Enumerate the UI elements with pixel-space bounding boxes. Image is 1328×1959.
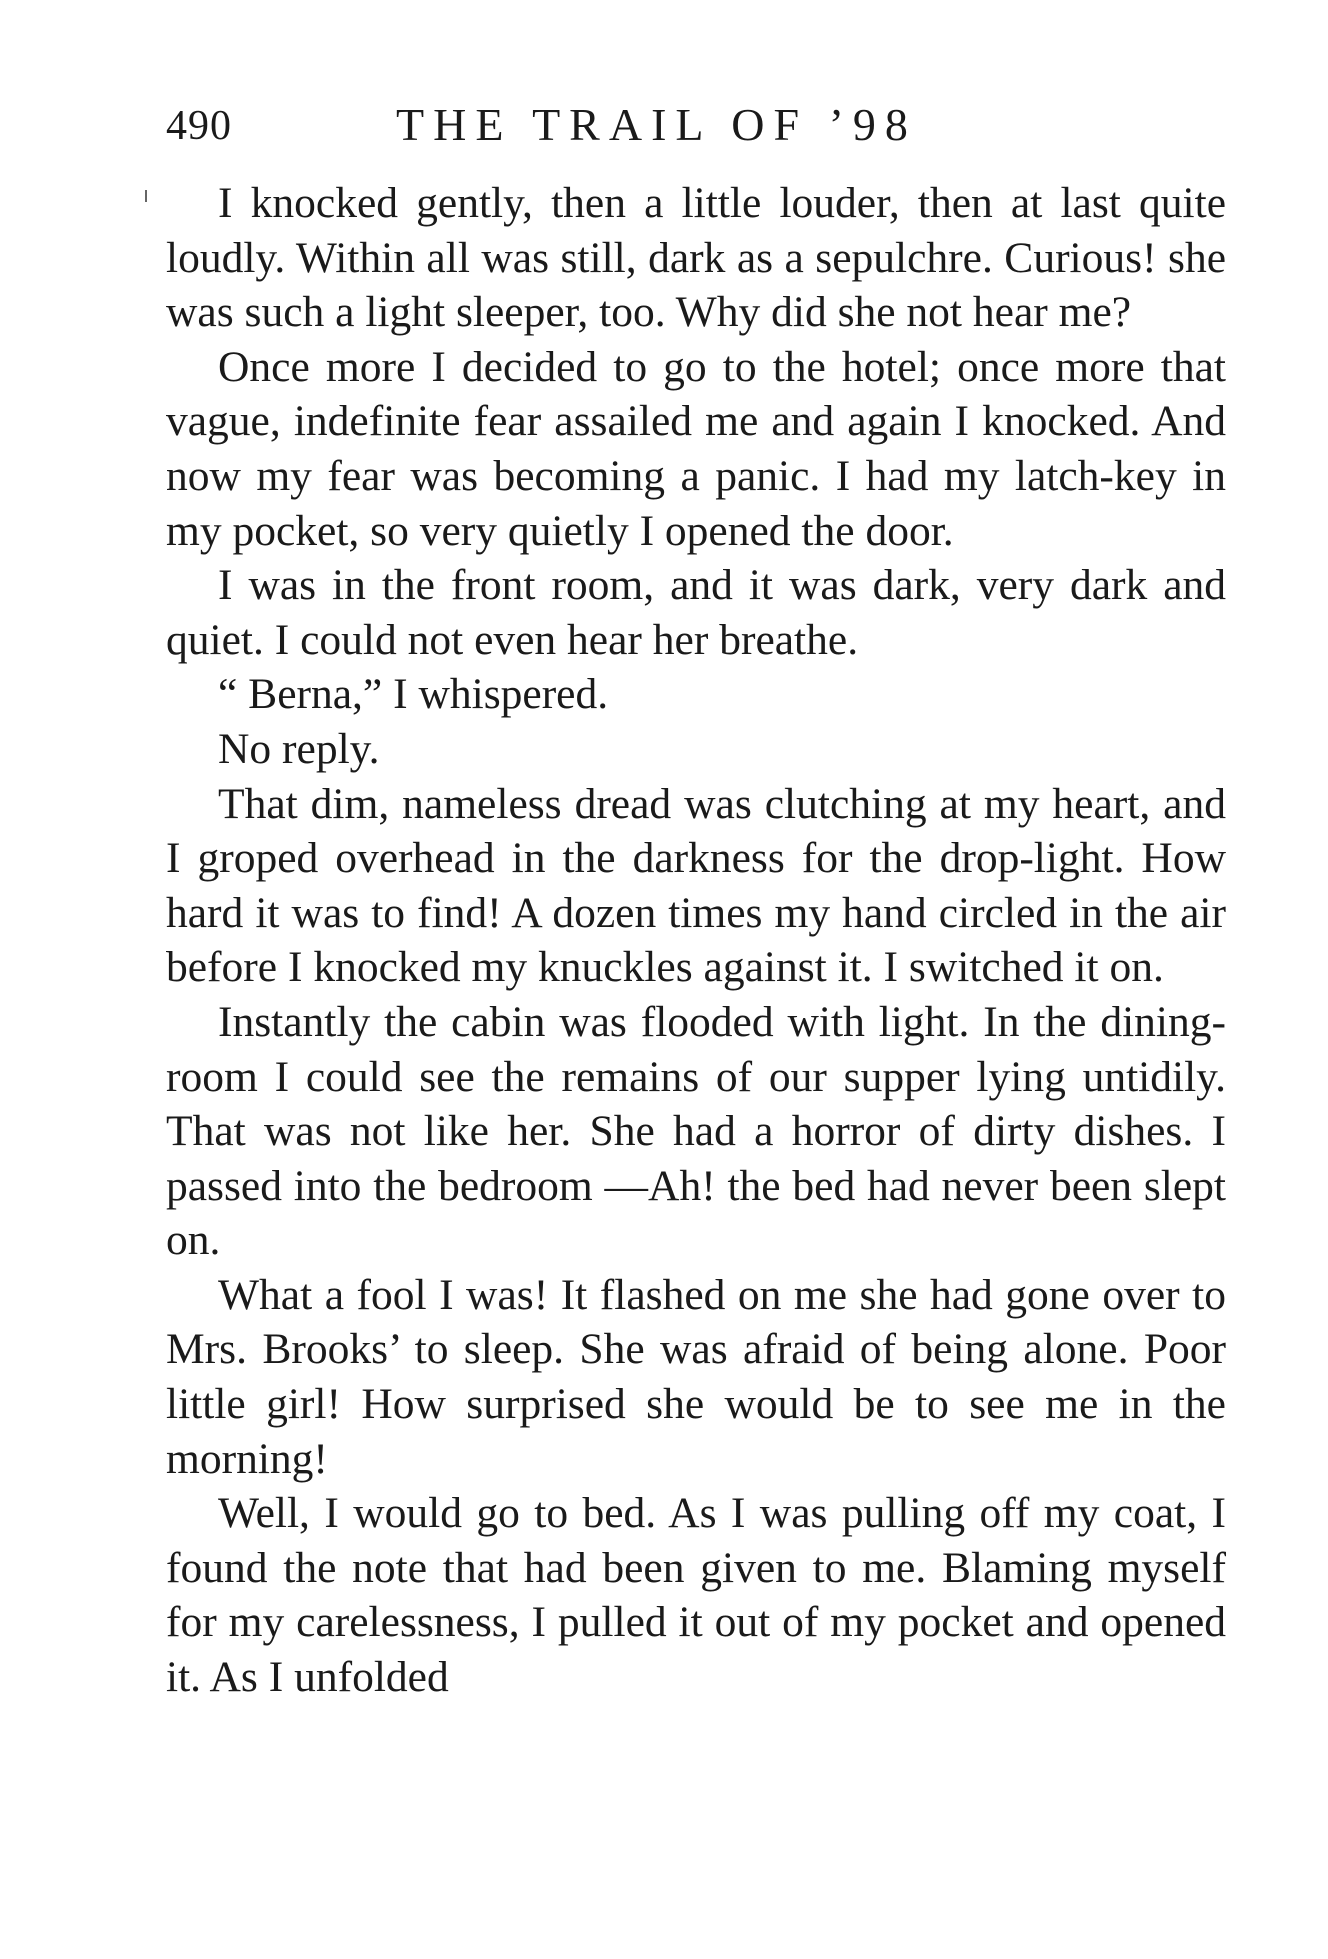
paragraph: I knocked gently, then a little louder, then at last quite loudly. Within all was still, dark as a sepulchre. Curious! she was such a light sleeper, too. Why did she not hear me? xyxy=(166,179,1226,337)
body-text xyxy=(166,176,1226,1705)
running-title: THE TRAIL OF ’98 xyxy=(396,99,917,150)
paragraph: I was in the front room, and it was dark, very dark and quiet. I could not even hear her breathe. xyxy=(166,561,1226,664)
page-number: 490 xyxy=(166,103,232,149)
paragraph: “ Berna,” I whispered. xyxy=(218,670,609,719)
paragraph: Once more I decided to go to the hotel; once more that vague, indefinite fear assailed me and again I knocked. And now my fear was becoming a panic. I had my latch-key in my pocket, so very quietly I opened the door. xyxy=(166,342,1226,555)
paragraph: That dim, nameless dread was clutching at my heart, and I groped overhead in the darkness for the drop-light. How hard it was to find! A dozen times my hand circled in the air before I knocked my knuckles against it. I switched it on. xyxy=(166,779,1226,992)
page-header xyxy=(166,98,1226,158)
stray-mark xyxy=(145,190,147,202)
paragraph: What a fool I was! It flashed on me she had gone over to Mrs. Brooks’ to sleep. She was afraid of being alone. Poor little girl! How surprised she would be to see me in the morning! xyxy=(166,1270,1226,1483)
paragraph: Well, I would go to bed. As I was pulling off my coat, I found the note that had been given to me. Blaming myself for my carelessness, I pulled it out of my pocket and opened it. As I unfolded xyxy=(166,1489,1226,1702)
paragraph: Instantly the cabin was flooded with light. In the dining-room I could see the remains of our supper lying untidily. That was not like her. She had a horror of dirty dishes. I passed into the bedroom —Ah! the bed had never been slept on. xyxy=(166,997,1226,1265)
paragraph: No reply. xyxy=(218,724,380,773)
